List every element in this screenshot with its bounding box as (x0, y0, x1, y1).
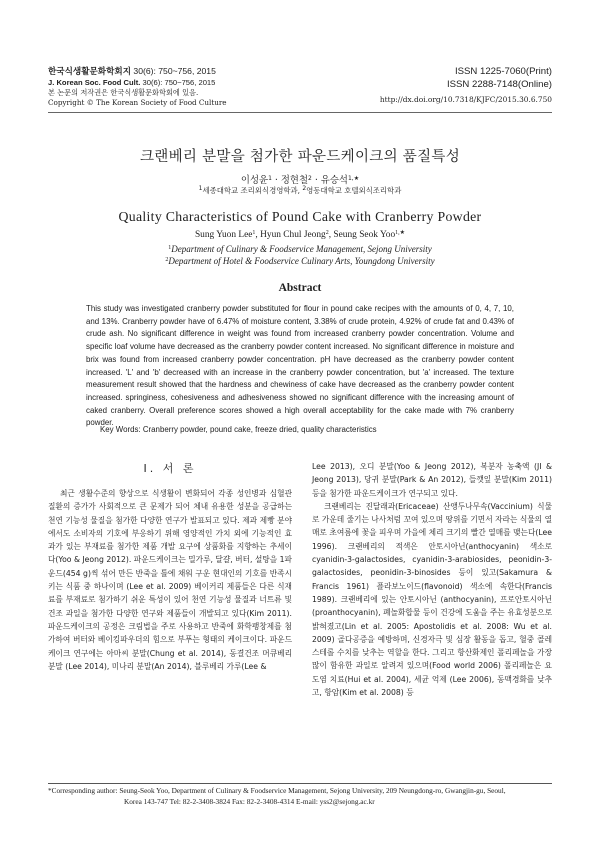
affiliation-english-1: $^1$Department of Culinary & Foodservice Management, Sejong University (168, 244, 432, 254)
keywords-label: Key Words: (100, 425, 141, 434)
journal-pages-korean: 30(6): 750~756, 2015 (133, 66, 216, 76)
affiliation-english-2: $^2$Department of Hotel & Foodservice Culinary Arts, Youngdong University (165, 256, 435, 266)
author-english-2: Hyun Chul Jeong (260, 230, 326, 240)
footnote-line-2: Korea 143-747 Tel: 82-2-3408-3824 Fax: 82-2-3408-4314 E-mail: yss2@sejong.ac.kr (124, 796, 375, 806)
journal-name-korean: 한국식생활문화학회지 (48, 66, 132, 76)
abstract-body: This study was investigated cranberry powder substituted for flour in pound cake recipes with the amounts of 0, 4, 7, 10, and 13%. Cranberry powder have of 6.47% of moisture content, 3.38% of crude protein, 4.92% of crude fat and 0.43% of crude ash. No significant difference in weight was found from increased cranberry powder concentration. Volume and specific loaf volume have decreased as the cranberry powder content increased. No significant difference in moisture and brix was found from increased cranberry powder concentration. pH have decreased as the cranberry powder content increased. 'L' and 'b' decreased with an increase in the cranberry powder concentration, but 'a' increased. The texture measurement result showed that the hardness and chewiness of cake have decreased as the cranberry powder content increased. springiness, cohesiveness and adhesiveness showed no significant difference with the increasing amount of caked cranberry. Overall preference scores showed a high overall acceptability for the cake made with 7% cranberry powder. (86, 304, 514, 428)
title-english: Quality Characteristics of Pound Cake with Cranberry Powder (118, 209, 482, 224)
keywords-list: Cranberry powder, pound cake, freeze dried, quality characteristics (142, 425, 377, 434)
author-korean-3: 유승석 (320, 175, 348, 186)
intro-paragraph-2: 크랜베리는 진달래과(Ericaceae) 산앵두나무속(Vaccinium) 식물로 가운데 줄기는 나사처럼 꼬여 있으며 땅위를 기면서 자라는 식물의 열매로 초여름에 꽃을 피우며 가을에 체리 크기의 빨간 열매를 맺는다(Lee 1996). 크랜베리의 적색은 안토시아닌(anthocyanin) 색소로 cyanidin-3-galactosides, cyanidin-3-arabiosides, peonidin-3-galactosides, peonidin-3-binosides 등이 있고(Sakamura & Francis 1961) 플라보노이드(flavonoid) 색소에 속한다(Francis 1989). 크랜베리에 있는 안토시아닌 (anthocyanin), 프로안토시아닌(proanthocyanin), 폐놀화합물 등이 건강에 도움을 주는 유효성분으로 밝혀졌고(Lin et al. 2005: Apostolidis et al. 2008: Wu et al. 2009) 골다공증을 예방하며, 신경자극 및 심장 활동을 돕고, 혈중 콜레스테롤 수치를 낮추는 역할을 한다. 그리고 항산화제인 폴리페놀을 가장 많이 함유한 과일로 알려져 있으며(Food world 2006) 폴리페놀은 요도염 치료(Hui et al. 2004), 세균 억제 (Lee 2006), 동맥경화를 낮추고, 항암(Kim et al. 2008) 등 (312, 501, 552, 698)
intro-paragraph-1: 최근 생활수준의 향상으로 식생활이 변화되어 각종 성인병과 심혈관 질환의 증가가 사회적으로 큰 문제가 되어 체내 유용한 성분을 공급하는 천연 기능성 물질을 첨가한 다양한 연구가 발표되고 있다. 제과 제빵 분야에서도 소비자의 기호에 부응하기 위해 영양적인 가치 외에 기능적인 효과가 있는 부재료를 첨가한 제품 개발 요구에 상품화를 지향하는 추세이다(Yoo & Jeong 2012). 파운드케이크는 밀가루, 달걀, 버터, 설탕을 1파운드(454 g)씩 섞어 만든 반죽을 틀에 채워 구운 현대인의 기호를 반족시키는 식품 중 하나이며 (Lee et al. 2009) 베이커리 제품들은 다른 식재료를 부재료로 첨가하기 쉬운 특성이 있어 천연 기능성 물질과 너트류 및 건조 과일을 첨가한 다양한 연구와 제품들이 개발되고 있다(Kim 2011). 파운드케이크의 공정은 크림법을 주로 사용하고 반죽에 화학팽창제를 첨가하여 버터와 베이킹파우더의 힘으로 부푸는 형태의 케이크이다. 파운드케이크 연구에는 아마씨 분말(Chung et al. 2014), 동결건조 머큐베리 분말 (Lee 2014), 미나리 분말(An 2014), 블루베리 가루(Lee & (48, 489, 292, 671)
copyright-korean: 본 논문의 저작권은 한국식생활문화학회에 있음. (48, 88, 199, 97)
keywords (100, 425, 520, 434)
doi-link[interactable]: http://dx.doi.org/10.7318/KJFC/2015.30.6.750 (379, 95, 552, 104)
header-divider (48, 112, 552, 113)
corresponding-author-footnote (48, 786, 552, 807)
journal-pages-english: 30(6): 750~756, 2015 (142, 78, 216, 87)
authors-english: Sung Yuon Lee$^1$, Hyun Chul Jeong$^2$, Seung Seok Yoo$^{1,★}$ (194, 230, 406, 240)
intro-paragraph-1-continued: Lee 2013), 오디 분말(Yoo & Jeong 2012), 복분자 농축액 (JI & Jeong 2013), 당귀 분말(Park & An 2012), 들깻잎 분말(Kim 2011) 등을 첨가한 파운드케이크가 연구되고 있다. (312, 462, 552, 498)
body-column-right (312, 460, 552, 699)
issn-online: ISSN 2288-7148(Online) (446, 78, 552, 90)
author-english-3: Seung Seok Yoo (333, 230, 396, 240)
section-heading-introduction: Ⅰ. 서 론 (143, 462, 197, 475)
footnote-divider (48, 783, 552, 784)
copyright-english: Copyright © The Korean Society of Food Culture (48, 98, 227, 107)
journal-header (48, 66, 378, 108)
author-korean-1: 이성윤 (240, 175, 269, 186)
body-column-left (48, 456, 292, 673)
author-english-1: Sung Yuon Lee (194, 230, 253, 240)
issn-block (332, 66, 552, 105)
journal-name-english: J. Korean Soc. Food Cult. (48, 78, 141, 87)
issn-print: ISSN 1225-7060(Print) (454, 66, 552, 77)
title-korean: 크랜베리 분말을 첨가한 파운드케이크의 품질특성 (139, 149, 461, 165)
abstract-heading: Abstract (278, 282, 322, 294)
footnote-line-1: *Corresponding author: Seung-Seok Yoo, Department of Culinary & Foodservice Management, Sejong University, 209 Neungdong-ro, Gwangjin-gu, Seoul, (48, 786, 506, 795)
affiliations-korean: $^1$세종대학교 조리외식경영학과, $^2$영동대학교 호텔외식조리학과 (198, 185, 402, 195)
authors-korean: 이성윤$^1$ · 정현철$^2$ · 유승석$^{1,★}$ (240, 175, 360, 186)
author-korean-2: 정현철 (280, 175, 309, 186)
